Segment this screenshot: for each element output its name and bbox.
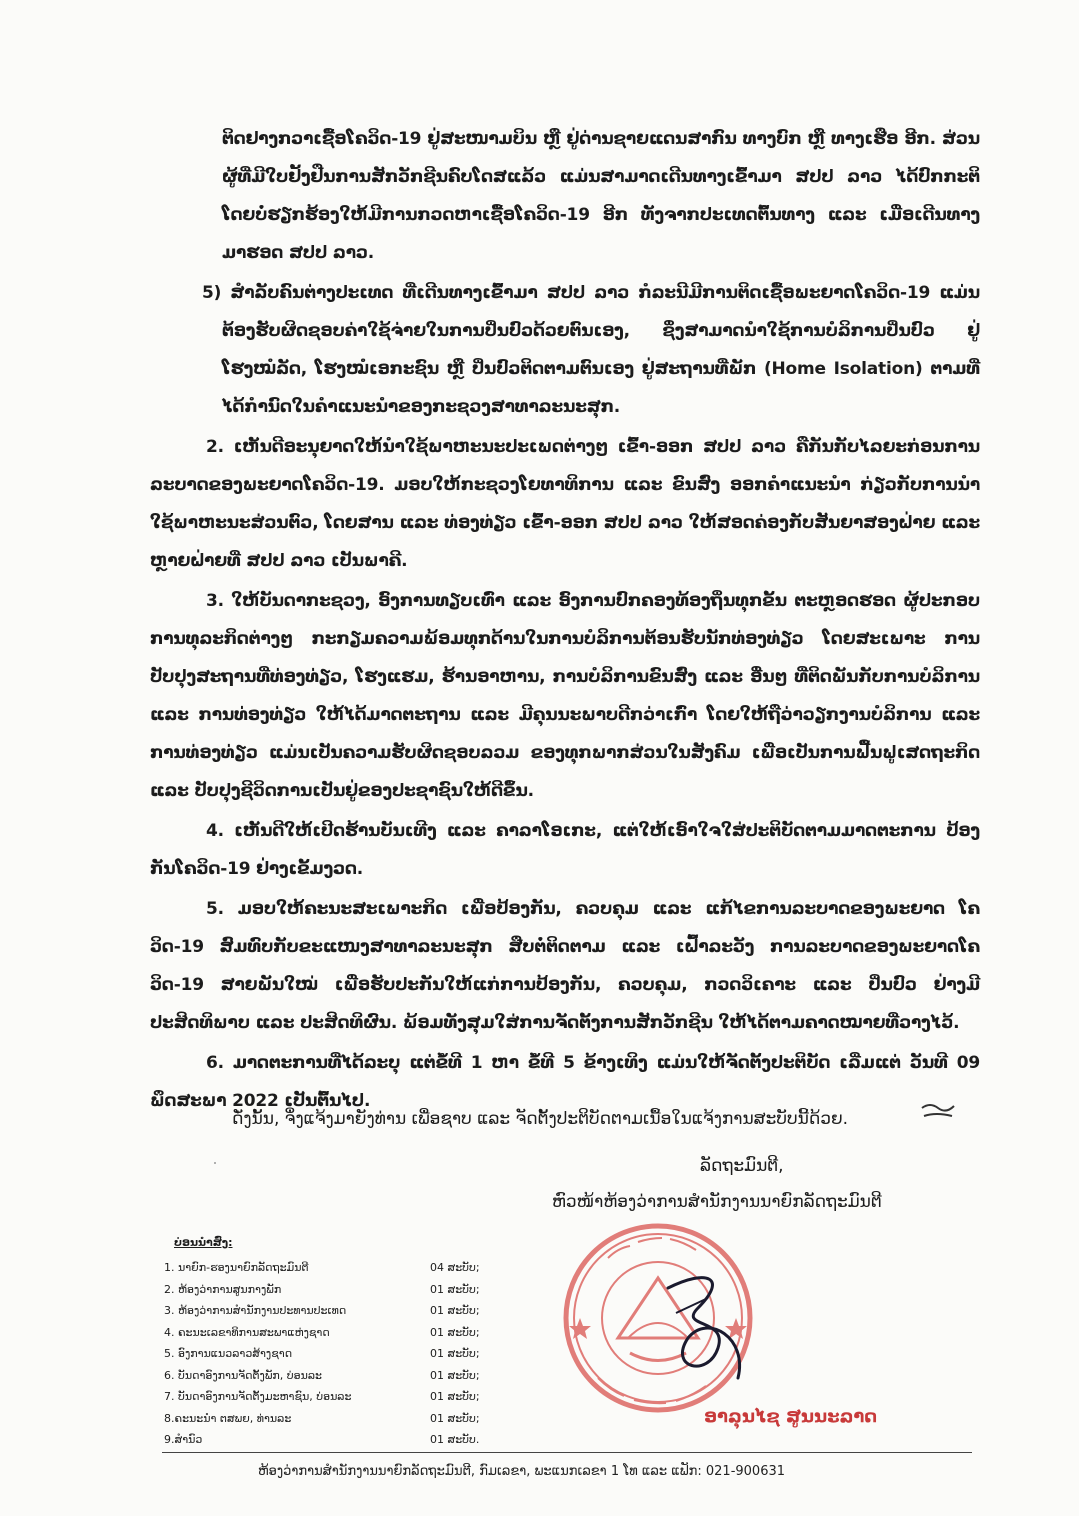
paragraph-5: 5. ມອບໃຫ້ຄະນະສະເພາະກິດ ເພື່ອປ້ອງກັນ, ຄວບຄຸມ ແລະ ແກ້ໄຂການລະບາດຂອງພະຍາດ ໂຄວິດ-19 ສົມທົບກັບຂະແໜງສາທາລະນະສຸກ ສືບຕໍ່ຕິດຕາມ ແລະ ເຝົ້າລະວັງ ການລະບາດຂອງພະຍາດໂຄວິດ-19 ສາຍພັນໃໝ່ ເພື່ອຮັບປະກັນໃຫ້ແກ່ການປ້ອງກັນ, ຄວບຄຸມ, ກວດວິເຄາະ ແລະ ປິ່ນປົວ ຢ່າງມີປະສິດທິພາບ ແລະ ປະສິດທິຜົນ. ພ້ອມທັງສຸມໃສ່ການຈັດຕັ້ງການສັກວັກຊີນ ໃຫ້ໄດ້ຕາມຄາດໝາຍທີ່ວາງໄວ້. [150,899,980,1033]
distribution-copies: 01 ສະບັບ. [430,1433,480,1446]
distribution-recipient: 5. ອົງການແນວລາວສ້າງຊາດ [164,1347,293,1360]
distribution-recipient: 8.ຄະນະນໍາ ຕສພຍ, ທ່ານລະ [164,1411,292,1425]
paragraph-2: 2. ເຫັນດີອະນຸຍາດໃຫ້ນໍາໃຊ້ພາຫະນະປະເພດຕ່າງໆ ເຂົ້າ-ອອກ ສປປ ລາວ ຄືກັນກັບໄລຍະກ່ອນການລະບາດຂອງພະຍາດໂຄວິດ-19. ມອບໃຫ້ກະຊວງໂຍທາທິການ ແລະ ຂົນສົ່ງ ອອກຄໍາແນະນໍາ ກ່ຽວກັບການນໍາໃຊ້ພາຫະນະສ່ວນຕົວ, ໂດຍສານ ແລະ ທ່ອງທ່ຽວ ເຂົ້າ-ອອກ ສປປ ລາວ ໃຫ້ສອດຄ່ອງກັບສັນຍາສອງຝ່າຍ ແລະ ຫຼາຍຝ່າຍທີ່ ສປປ ລາວ ເປັນພາຄີ. [150,437,980,571]
distribution-recipient: 6. ບັນດາອົງການຈັດຕັ້ງພັກ, ບ່ອນລະ [164,1368,322,1382]
distribution-row [164,1322,494,1344]
signature-title-line2: ຫົວໜ້າຫ້ອງວ່າການສໍານັກງານນາຍົກລັດຖະມົນຕີ [552,1192,882,1212]
footer-divider [162,1452,972,1453]
distribution-copies: 01 ສະບັບ; [430,1282,480,1296]
distribution-row [164,1429,494,1451]
distribution-row [164,1386,494,1408]
distribution-row [164,1408,494,1430]
distribution-copies: 01 ສະບັບ; [430,1368,480,1382]
distribution-title: ບ່ອນນໍາສົ່ງ: [174,1236,233,1249]
distribution-copies: 04 ສະບັບ; [430,1261,480,1274]
official-seal-icon [558,1218,758,1418]
distribution-row [164,1279,494,1301]
distribution-row [164,1343,494,1365]
distribution-row [164,1365,494,1387]
distribution-recipient: 9.ສໍານົວ [164,1433,203,1446]
distribution-copies: 01 ສະບັບ; [430,1390,480,1403]
distribution-row [164,1257,494,1279]
paragraph-3: 3. ໃຫ້ບັນດາກະຊວງ, ອົງການທຽບເທົ່າ ແລະ ອົງການປົກຄອງທ້ອງຖິ່ນທຸກຂັ້ນ ຕະຫຼອດຮອດ ຜູ້ປະກອບການທຸລະກິດຕ່າງໆ ກະກຽມຄວາມພ້ອມທຸກດ້ານໃນການບໍລິການຕ້ອນຮັບນັກທ່ອງທ່ຽວ ໂດຍສະເພາະ ການປັບປຸງສະຖານທີ່ທ່ອງທ່ຽວ, ໂຮງແຮມ, ຮ້ານອາຫານ, ການບໍລິການຂົນສົ່ງ ແລະ ອື່ນໆ ທີ່ຕິດພັນກັບການບໍລິການ ແລະ ການທ່ອງທ່ຽວ ໃຫ້ໄດ້ມາດຕະຖານ ແລະ ມີຄຸນນະພາບດີກວ່າເກົ່າ ໂດຍໃຫ້ຖືວ່າວຽກງານບໍລິການ ແລະ ການທ່ອງທ່ຽວ ແມ່ນເປັນຄວາມຮັບຜິດຊອບລວມ ຂອງທຸກພາກສ່ວນໃນສັງຄົມ ເພື່ອເປັນການຟື້ນຟູເສດຖະກິດ ແລະ ປັບປຸງຊີວິດການເປັນຢູ່ຂອງປະຊາຊົນໃຫ້ດີຂຶ້ນ. [150,591,980,801]
speck [214,1162,216,1164]
paragraph-6: 6. ມາດຕະການທີ່ໄດ້ລະບຸ ແຕ່ຂໍ້ທີ 1 ຫາ ຂໍ້ທີ 5 ຂ້າງເທິງ ແມ່ນໃຫ້ຈັດຕັ້ງປະຕິບັດ ເລີ່ມແຕ່ ວັນທີ 09 ພຶດສະພາ 2022 ເປັນຕົ້ນໄປ. [150,1053,980,1111]
paragraph-item-5: 5) ສໍາລັບຄົນຕ່າງປະເທດ ທີ່ເດີນທາງເຂົ້າມາ ສປປ ລາວ ກໍລະນີມີການຕິດເຊື້ອພະຍາດໂຄວິດ-19 ແມ່ນຕ້ອງຮັບຜິດຊອບຄ່າໃຊ້ຈ່າຍໃນການປິ່ນປົວດ້ວຍຕົນເອງ, ຊຶ່ງສາມາດນໍາໃຊ້ການບໍລິການປິ່ນປົວ ຢູ່ໂຮງໝໍລັດ, ໂຮງໝໍເອກະຊົນ ຫຼື ປິ່ນປົວຕິດຕາມຕົນເອງ ຢູ່ສະຖານທີ່ພັກ (Home Isolation) ຕາມທີ່ໄດ້ກໍານົດໃນຄໍາແນະນໍາຂອງກະຊວງສາທາລະນະສຸກ. [202,283,980,417]
distribution-copies: 01 ສະບັບ; [430,1325,480,1339]
distribution-recipient: 1. ນາຍົກ-ຮອງນາຍົກລັດຖະມົນຕີ [164,1261,309,1274]
distribution-copies: 01 ສະບັບ; [430,1347,480,1360]
handwritten-flourish-icon [918,1100,958,1122]
distribution-recipient: 3. ຫ້ອງວ່າການສໍານັກງານປະທານປະເທດ [164,1304,347,1317]
signature-title-line1: ລັດຖະມົນຕີ, [700,1156,784,1176]
distribution-list [164,1236,494,1451]
paragraph-4: 4. ເຫັນດີໃຫ້ເປີດຮ້ານບັນເທີງ ແລະ ຄາລາໂອເກະ, ແຕ່ໃຫ້ເອົາໃຈໃສ່ປະຕິບັດຕາມມາດຕະການ ປ້ອງກັນໂຄວິດ-19 ຢ່າງເຂັ້ມງວດ. [150,821,980,879]
document-body [150,120,980,1122]
distribution-recipient: 4. ຄະນະເລຂາທິການສະພາແຫ່ງຊາດ [164,1325,330,1339]
distribution-recipient: 2. ຫ້ອງວ່າການສູນກາງພັກ [164,1282,282,1296]
footer-contact: ຫ້ອງວ່າການສໍານັກງານນາຍົກລັດຖະມົນຕີ, ກົມເລຂາ, ພະແນກເລຂາ 1 ໂທ ແລະ ແຟັກ: 021-900631 [258,1464,786,1479]
paragraph-continuation: ຕິດຢາງກວາເຊື້ອໂຄວິດ-19 ຢູ່ສະໜາມບິນ ຫຼື ຢູ່ດ່ານຊາຍແດນສາກົນ ທາງບົກ ຫຼື ທາງເຮືອ ອີກ. ສ່ວນຜູ້ທີ່ມີໃບຢັ້ງຢືນການສັກວັກຊີນຄົບໂດສແລ້ວ ແມ່ນສາມາດເດີນທາງເຂົ້າມາ ສປປ ລາວ ໄດ້ປົກກະຕິ ໂດຍບໍ່ຮຽກຮ້ອງໃຫ້ມີການກວດຫາເຊື້ອໂຄວິດ-19 ອີກ ທັງຈາກປະເທດຕົ້ນທາງ ແລະ ເມື່ອເດີນທາງມາຮອດ ສປປ ລາວ. [222,129,980,263]
closing-sentence: ດັ່ງນັ້ນ, ຈຶ່ງແຈ້ງມາຍັງທ່ານ ເພື່ອຊາບ ແລະ ຈັດຕັ້ງປະຕິບັດຕາມເນື້ອໃນແຈ້ງການສະບັບນີ້ດ້ວຍ. [232,1109,849,1129]
distribution-recipient: 7. ບັນດາອົງການຈັດຕັ້ງມະຫາຊົນ, ບ່ອນລະ [164,1390,352,1403]
distribution-copies: 01 ສະບັບ; [430,1411,480,1425]
distribution-copies: 01 ສະບັບ; [430,1304,480,1317]
distribution-row [164,1300,494,1322]
signatory-name: ອາລຸນໄຊ ສູນນະລາດ [704,1406,878,1427]
